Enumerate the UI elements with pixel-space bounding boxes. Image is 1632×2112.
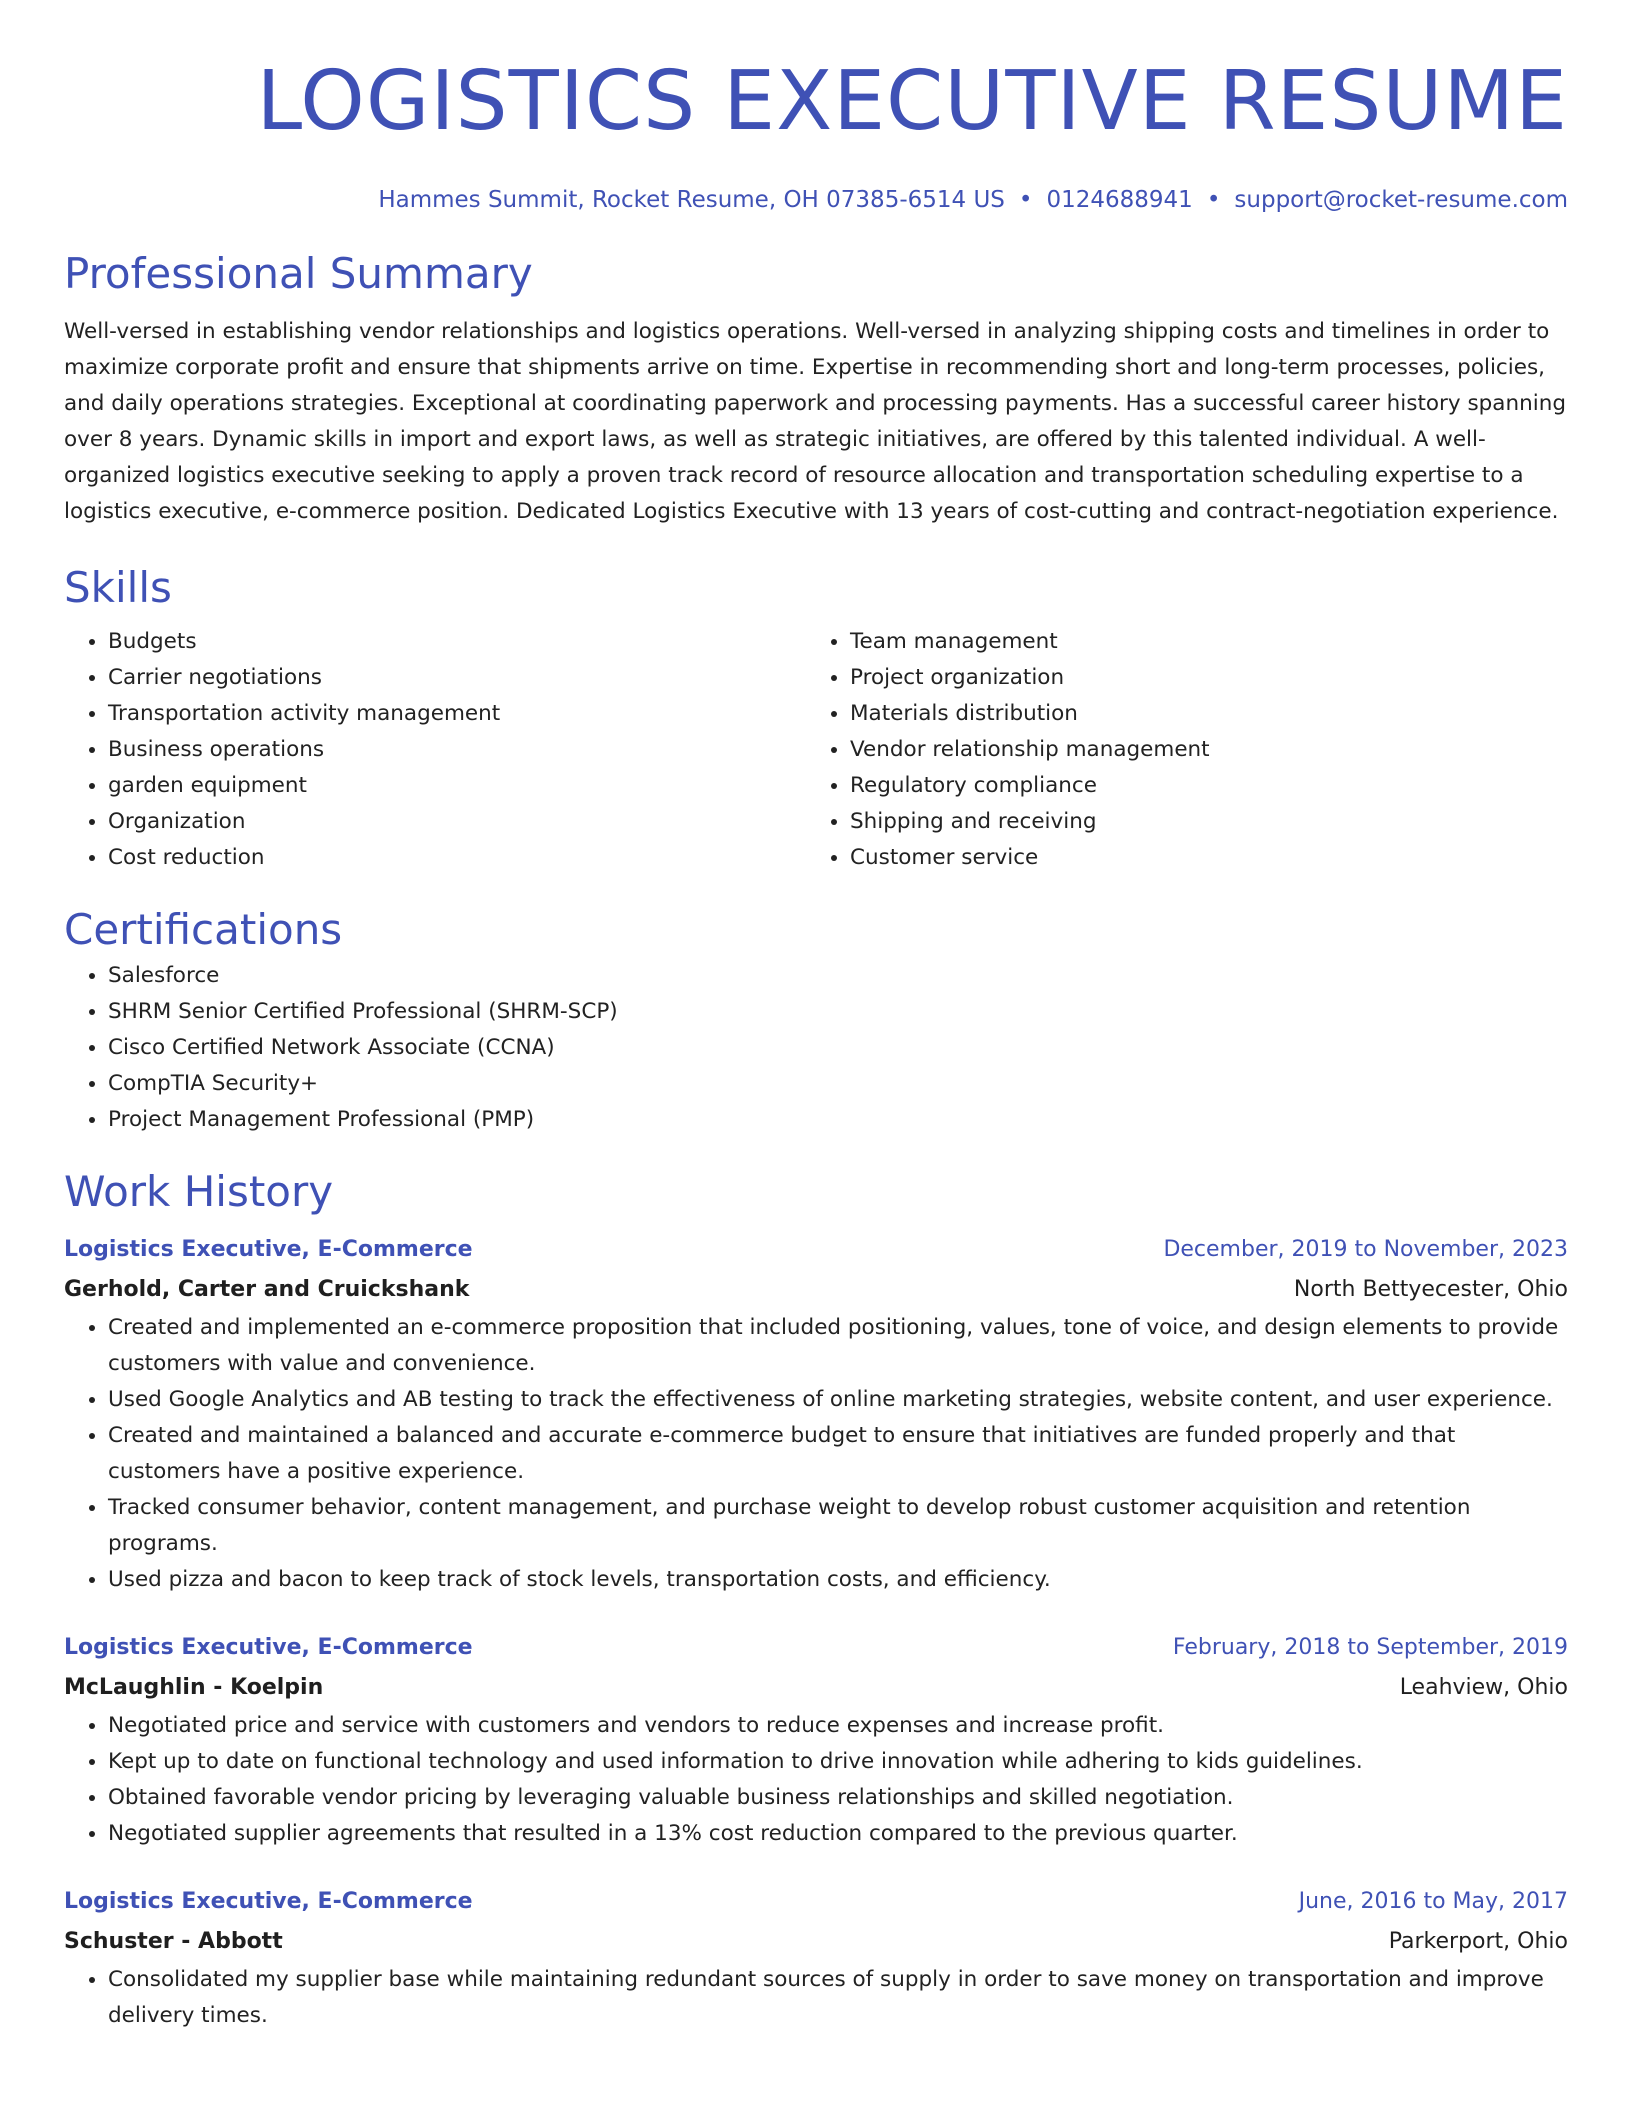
skill-item: • Organization (108, 804, 806, 840)
job-entry (64, 1628, 1568, 1852)
contact-address: Hammes Summit, Rocket Resume, OH 07385-6514 US (378, 187, 1005, 213)
skills-column-left (64, 624, 806, 876)
job-title-row (64, 1628, 1568, 1668)
job-company-row (64, 1668, 1568, 1708)
job-duty-item: • Obtained favorable vendor pricing by leveraging valuable business relationships and skilled negotiation. (108, 1780, 1568, 1816)
certification-item: • SHRM Senior Certified Professional (SHRM-SCP) (108, 994, 1568, 1030)
job-dates: February, 2018 to September, 2019 (1172, 1635, 1568, 1660)
job-duty-item: • Tracked consumer behavior, content management, and purchase weight to develop robust customer acquisition and retention programs. (108, 1490, 1568, 1562)
job-location: Parkerport, Ohio (1388, 1929, 1568, 1954)
job-duties-list (64, 1962, 1568, 2034)
skills-list-right (806, 624, 1548, 876)
job-company: McLaughlin - Koelpin (64, 1675, 324, 1700)
certification-item: • Project Management Professional (PMP) (108, 1102, 1568, 1138)
job-duty-item: • Created and maintained a balanced and accurate e-commerce budget to ensure that initiatives are funded properly and that customers have a positive experience. (108, 1418, 1568, 1490)
skill-item: • Customer service (850, 840, 1548, 876)
skill-item: • Carrier negotiations (108, 660, 806, 696)
skill-item: • Project organization (850, 660, 1548, 696)
certifications-list (64, 958, 1568, 1138)
certification-item: • Salesforce (108, 958, 1568, 994)
summary-text: Well-versed in establishing vendor relationships and logistics operations. Well-versed in analyzing shipping costs and timelines in order to maximize corporate profit and ensure that shipments arrive on time. Expertise in recommending short and long-term processes, policies, and daily operations strategies. Exceptional at coordinating paperwork and processing payments. Has a successful career history spanning over 8 years. Dynamic skills in import and export laws, as well as strategic initiatives, are offered by this talented individual. A well-organized logistics executive seeking to apply a proven track record of resource allocation and transportation scheduling expertise to a logistics executive, e-commerce position. Dedicated Logistics Executive with 13 years of cost-cutting and contract-negotiation experience. (64, 319, 1566, 524)
job-entry (64, 1882, 1568, 2034)
job-company-row (64, 1922, 1568, 1962)
skill-item: • Regulatory compliance (850, 768, 1548, 804)
job-duties-list (64, 1708, 1568, 1852)
job-location: North Bettyecester, Ohio (1293, 1277, 1568, 1302)
job-company: Schuster - Abbott (64, 1929, 283, 1954)
work-history-heading: Work History (64, 1167, 334, 1216)
job-location: Leahview, Ohio (1399, 1675, 1568, 1700)
contact-email[interactable]: support@rocket-resume.com (1234, 187, 1568, 213)
job-entry (64, 1230, 1568, 1598)
skill-item: • Materials distribution (850, 696, 1548, 732)
skill-item: • Budgets (108, 624, 806, 660)
job-duties-list (64, 1310, 1568, 1598)
contact-phone[interactable]: 0124688941 (1046, 187, 1193, 213)
certification-item: • CompTIA Security+ (108, 1066, 1568, 1102)
contact-line (64, 184, 1568, 216)
skills-grid (64, 624, 1568, 876)
job-title-row (64, 1882, 1568, 1922)
job-title: Logistics Executive, E-Commerce (64, 1237, 473, 1262)
job-duty-item: • Negotiated supplier agreements that resulted in a 13% cost reduction compared to the previous quarter. (108, 1816, 1568, 1852)
job-dates: June, 2016 to May, 2017 (1298, 1889, 1568, 1914)
job-company-row (64, 1270, 1568, 1310)
contact-separator: • (1206, 187, 1221, 213)
job-duty-item: • Negotiated price and service with customers and vendors to reduce expenses and increase profit. (108, 1708, 1568, 1744)
skill-item: • Transportation activity management (108, 696, 806, 732)
job-duty-item: • Consolidated my supplier base while maintaining redundant sources of supply in order to save money on transportation and improve delivery times. (108, 1962, 1568, 2034)
skill-item: • Shipping and receiving (850, 804, 1548, 840)
summary-heading: Professional Summary (64, 249, 533, 298)
job-title-row (64, 1230, 1568, 1270)
job-title: Logistics Executive, E-Commerce (64, 1635, 473, 1660)
job-dates: December, 2019 to November, 2023 (1163, 1237, 1568, 1262)
contact-separator: • (1018, 187, 1033, 213)
job-duty-item: • Used Google Analytics and AB testing to track the effectiveness of online marketing strategies, website content, and user experience. (108, 1382, 1568, 1418)
skills-column-right (806, 624, 1548, 876)
skill-item: • Team management (850, 624, 1548, 660)
certifications-heading: Certifications (64, 905, 343, 954)
skills-heading: Skills (64, 563, 172, 612)
skill-item: • garden equipment (108, 768, 806, 804)
job-title: Logistics Executive, E-Commerce (64, 1889, 473, 1914)
skill-item: • Vendor relationship management (850, 732, 1548, 768)
certification-item: • Cisco Certified Network Associate (CCNA) (108, 1030, 1568, 1066)
job-company: Gerhold, Carter and Cruickshank (64, 1277, 470, 1302)
job-duty-item: • Created and implemented an e-commerce proposition that included positioning, values, tone of voice, and design elements to provide customers with value and convenience. (108, 1310, 1568, 1382)
skill-item: • Business operations (108, 732, 806, 768)
job-duty-item: • Used pizza and bacon to keep track of stock levels, transportation costs, and efficiency. (108, 1562, 1568, 1598)
resume-header (64, 0, 1568, 216)
skill-item: • Cost reduction (108, 840, 806, 876)
resume-name: LOGISTICS EXECUTIVE RESUME (256, 54, 1568, 149)
skills-list-left (64, 624, 806, 876)
job-duty-item: • Kept up to date on functional technology and used information to drive innovation while adhering to kids guidelines. (108, 1744, 1568, 1780)
